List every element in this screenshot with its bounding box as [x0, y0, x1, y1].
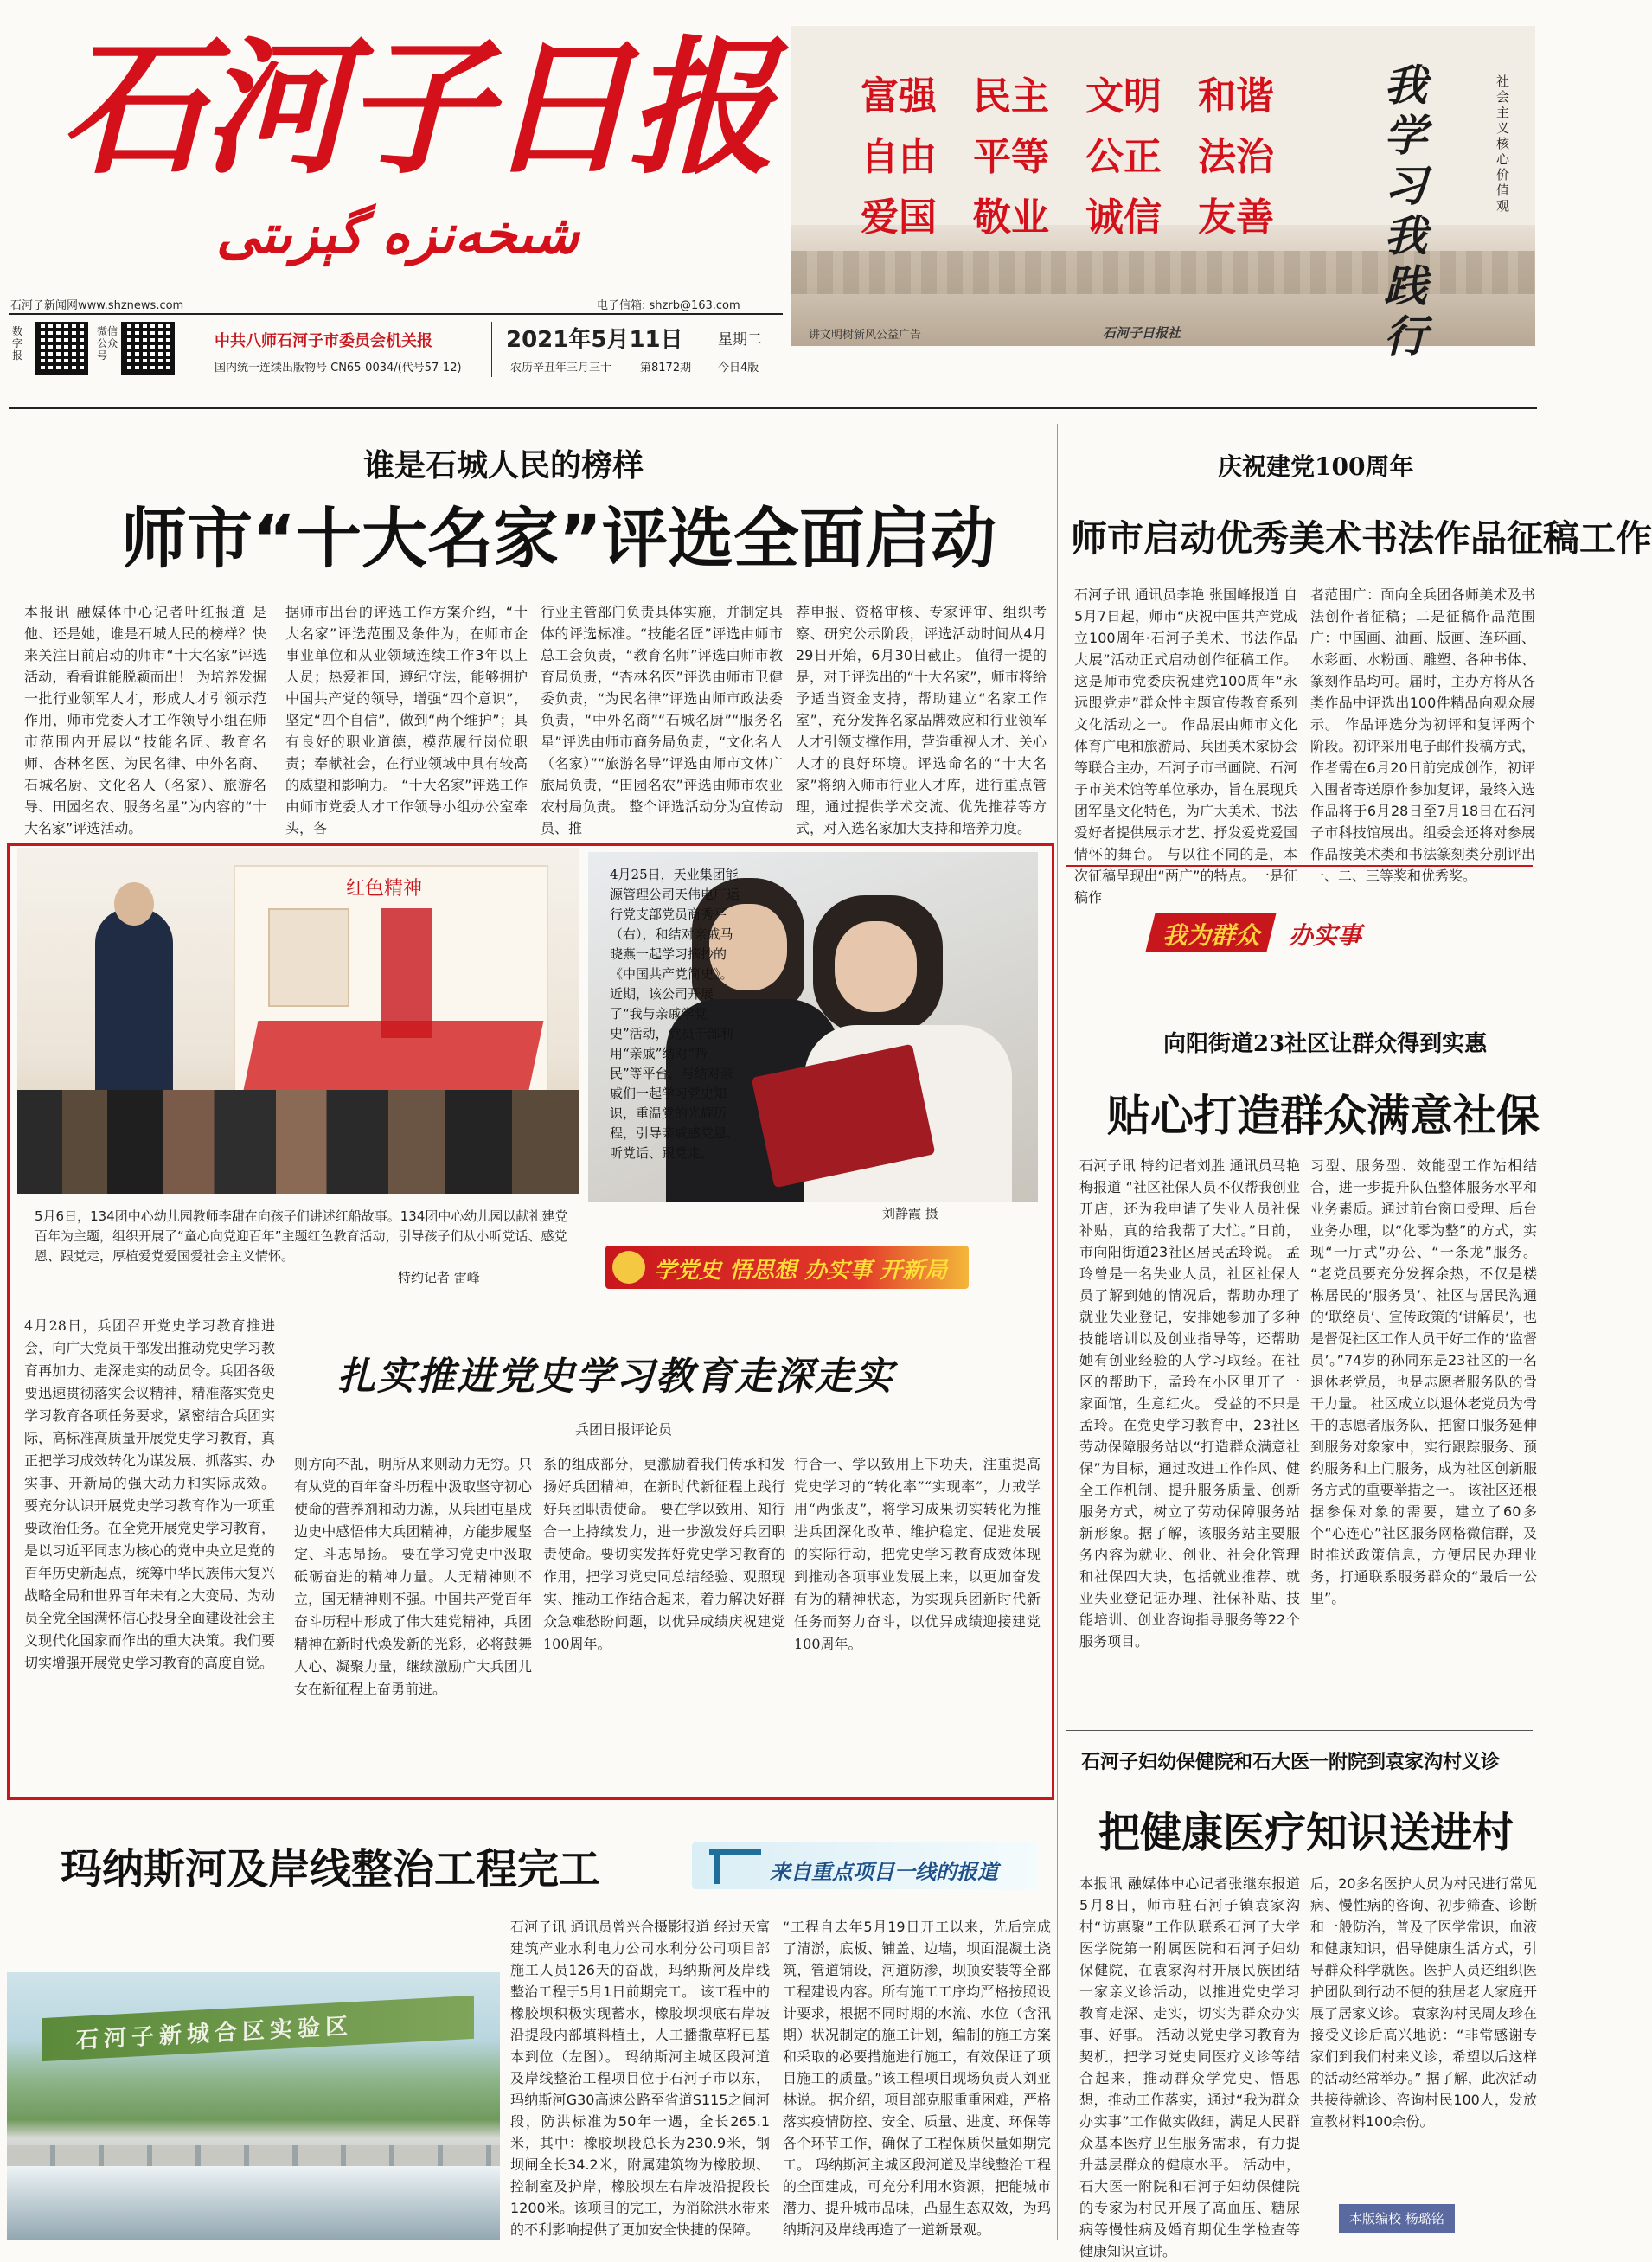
article4-column: 习型、服务型、效能型工作站相结合，进一步提升队伍整体服务水平和业务素质。通过前台窗口受理、后台业务办理，以“化零为整”的方式，实现“一厅式”办公、“一条龙”服务。 “老党员要充分发挥余热，不仅是楼栋居民的‘服务员’、社区与居民沟通的‘联络员’、宣传政策的‘讲解员’，也是督促社区工作人员干好工作的‘监督员’。”74岁的孙同东是23社区的一名退休老党员，也是志愿者服务队的骨干力量。 社区成立以退休老党员为骨干的志愿者服务队，把窗口服务延伸到服务对象家中，实行跟踪服务、预约服务和上门服务，成为社区创新服务方式的重要举措之一。 该社区还根据参保对象的需要，建立了60多个“心连心”社区服务网格微信群，及时推送政策信息，方便居民办理业务，打通联系服务群众的“最后一公里”。	[1310, 1157, 1537, 1606]
core-value-word: 和谐	[1198, 74, 1274, 119]
dam-sign: 石河子新城合区实验区	[76, 2013, 354, 2054]
core-value-word: 平等	[973, 135, 1049, 179]
key-project-tag	[692, 1842, 1038, 1889]
article4-kicker: 向阳街道23社区让群众得到实惠	[1163, 1031, 1488, 1057]
article5-kicker: 石河子妇幼保健院和石大医一附院到袁家沟村义诊	[1081, 1751, 1501, 1773]
core-value-word: 民主	[973, 74, 1049, 119]
issn-label: 国内统一连续出版物号 CN65-0034/(代号57-12)	[215, 362, 462, 375]
article6-headline[interactable]: 玛纳斯河及岸线整治工程完工	[61, 1845, 601, 1894]
masthead-uyghur: شىخەنزە گېزىتى	[216, 202, 579, 266]
core-values-side-label: 社会主义核心价值观	[1496, 74, 1510, 214]
article2-column: 石河子讯 通讯员李艳 张国峰报道 自5月7日起，师市“庆祝中国共产党成立100周年·石河子美术、书法作品大展”活动正式启动创作征稿工作。这是师市党委庆祝建党100周年“永远跟党走”群众性主题宣传教育系列文化活动之一。 作品展由师市文化体育广电和旅游局、兵团美术家协会等联合主办，石河子市书画院、石河子市美术馆等单位承办，旨在展现兵团军垦文化特色，为广大美术、书法爱好者提供展示才艺、抒发爱党爱国情怀的舞台。 与以往不同的是，本次征稿呈现出“两广”的特点。一是征稿作	[1074, 586, 1297, 906]
serve-people-tag-left: 我为群众	[1162, 921, 1260, 950]
calligraphy-slogan: 我学习我践行	[1384, 60, 1427, 362]
core-value-word: 法治	[1198, 135, 1274, 179]
qr-label-digital: 数字报	[12, 325, 23, 362]
article1-headline[interactable]: 师市“十大名家”评选全面启动	[121, 500, 996, 577]
article2-headline[interactable]: 师市启动优秀美术书法作品征稿工作	[1071, 517, 1652, 560]
newspaper-name: 石河子日报	[61, 22, 771, 195]
reading-caption: 4月25日，天业集团能源管理公司天伟电厂运行党支部党员商秀平（右），和结对亲戚马晓燕一起学习摘抄的《中国共产党简史》。近期，该公司开展了“我与亲戚学党史”活动，党员干部利用“亲戚”结对“帮民”等平台，与结对亲戚们一起学习党史知识，重温党的光辉历程，引导亲戚感党恩、听党话、跟党走。	[610, 867, 740, 1161]
party-emblem-icon	[612, 1251, 645, 1284]
serve-people-tag	[1150, 910, 1367, 955]
page-editor: 本版编校 杨璐铭	[1339, 2204, 1455, 2233]
banner-text: 学党史 悟思想 办实事 开新局	[654, 1258, 948, 1284]
core-value-word: 爱国	[861, 195, 937, 240]
website-label: 石河子新闻网www.shznews.com	[10, 299, 184, 312]
qr-label-wechat: 微信公众号	[97, 325, 118, 362]
core-value-word: 敬业	[973, 195, 1049, 240]
key-project-tag-text: 来自重点项目一线的报道	[770, 1859, 998, 1884]
serve-people-tag-right: 办实事	[1289, 921, 1362, 950]
article1-column: 荐申报、资格审核、专家评审、组织考察、研究公示阶段，评选活动时间从4月29日开始，6月30日截止。 值得一提的是，对于评选出的“十大名家”，师市将给予适当资金支持，帮助建立“名家工作室”，充分发挥名家品牌效应和行业领军人才引领支撑作用，营造重视人才、关心人才的良好环境。评选命名的“十大名家”将纳入师市行业人才库，进行重点管理，通过提供学术交流、优先推荐等方式，对入选名家加大支持和培养力度。	[796, 604, 1047, 836]
qr-code-wechat[interactable]	[121, 322, 175, 375]
core-values-ad	[791, 26, 1535, 362]
core-value-word: 诚信	[1085, 195, 1162, 240]
river-dam-photo[interactable]	[7, 1972, 500, 2240]
article2-kicker: 庆祝建党100周年	[1218, 452, 1414, 481]
ad-footer-right: 石河子日报社	[1103, 325, 1181, 341]
article6-column: “工程自去年5月19日开工以来，先后完成了清淤，底板、铺盖、边墙，坝面混凝土浇筑，管道铺设，河道防渗，坝顶安装等全部工程建设内容。所有施工工序均严格按照设计要求，根据不同时期的水流、水位（含汛期）状况制定的施工计划，编制的施工方案和采取的必要措施进行施工，有效保证了项目施工的质量。”该工程项目现场负责人刘亚林说。 据介绍，项目部克服重重困难，严格落实疫情防控、安全、质量、进度、环保等各个环节工作，确保了工程保质保量如期完工。 玛纳斯河主城区段河道及岸线整治工程的全面建成，可充分利用水资源，把能城市潜力、提升城市品味，凸显生态双效，为玛纳斯河及岸线再造了一道新景观。	[783, 1919, 1051, 2238]
ad-footer-left: 讲文明树新风公益广告	[809, 329, 922, 342]
issue-number: 第8172期	[640, 362, 692, 375]
classroom-sign: 红色精神	[346, 878, 423, 900]
issue-date: 2021年5月11日	[506, 327, 683, 353]
page-count: 今日4版	[718, 362, 759, 375]
article3-column: 4月28日，兵团召开党史学习教育推进会，向广大党员干部发出推动党史学习教育再加力、走深走实的动员令。兵团各级要迅速贯彻落实会议精神，精准落实党史学习教育各项任务要求，紧密结合兵团实际，高标准高质量开展党史学习教育，真正把学习成效转化为谋发展、抓落实、办实事、开新局的强大动力和实际成效。 要充分认识开展党史学习教育作为一项重要政治任务。在全党开展党史学习教育，是以习近平同志为核心的党中央立足党的百年历史新起点，统筹中华民族伟大复兴战略全局和世界百年未有之大变局、为动员全党全国满怀信心投身全面建设社会主义现代化国家而作出的重大决策。我们要切实增强开展党史学习教育的高度自觉。	[24, 1317, 275, 1671]
core-value-word: 友善	[1198, 195, 1274, 240]
masthead-rule	[9, 313, 783, 315]
article3-column: 系的组成部分，更激励着我们传承和发扬好兵团精神，在新时代新征程上践行好兵团职责使命。 要在学以致用、知行合一上持续发力，进一步激发好兵团职责使命。要切实发挥好党史学习教育的作用，把学习党史同总结经验、观照现实、推动工作结合起来，着力解决好群众急难愁盼问题，以优异成绩庆祝建党100周年。	[543, 1456, 785, 1652]
kindergarten-photo[interactable]	[17, 848, 579, 1194]
kindergarten-credit: 特约记者 雷峰	[398, 1270, 480, 1285]
article1-column: 行业主管部门负责具体实施，并制定具体的评选标准。“技能名匠”评选由师市总工会负责，“教育名师”评选由师市教育局负责，“杏林名医”评选由师市卫健委负责，“为民名律”评选由师市政法委负责，“中外名商”“石城名厨”“服务名星”评选由师市商务局负责，“文化名人（名家）”“旅游名导”评选由师市文体广旅局负责，“田园名农”评选由师市农业农村局负责。 整个评选活动分为宣传动员、推	[541, 604, 783, 836]
article6-column: 石河子讯 通讯员曾兴合摄影报道 经过天富建筑产业水利电力公司水利分公司项目部施工人员126天的奋战，玛纳斯河及岸线整治工程于5月1日前期完工。 该工程中的橡胶坝积极实现蓄水，橡胶坝坝底右岸坡沿提段内部填料植土，人工播撒草籽已基本到位（左图）。 玛纳斯河主城区段河道及岸线整治工程项目位于石河子市以东，玛纳斯河G30高速公路至省道S115之间河段，防洪标准为50年一遇，全长265.1米，其中：橡胶坝段总长为230.9米，钢坝闸全长34.2米，附属建筑物为橡胶坝、控制室及护岸，橡胶坝左右岸坡沿提段长1200米。该项目的完工，为消除洪水带来的不利影响提供了更加安全快捷的保障。	[510, 1919, 770, 2238]
article4-column: 石河子讯 特约记者刘胜 通讯员马艳梅报道 “社区社保人员不仅帮我创业开店，还为我申请了失业人员社保补贴，真的给我帮了大忙。”日前，市向阳街道23社区居民孟玲说。 孟玲曾是一名失业人员，社区社保人员了解到她的情况后，帮助办理了就业失业登记，安排她参加了多种技能培训以及创业指导等，还帮助她有创业经验的人学习取经。在社区的帮助下，孟玲在小区里开了一家面馆，生意红火。 受益的不只是孟玲。在党史学习教育中，23社区劳动保障服务站以“打造群众满意社保”为目标，通过改进工作作风、健全工作机制、提升服务质量、创新服务方式，树立了劳动保障服务站新形象。据了解，该服务站主要服务内容为就业、创业、社会化管理和社保四大块，包括就业推荐、就业失业登记证办理、社保补贴、技能培训、创业咨询指导服务等22个服务项目。	[1079, 1157, 1300, 1650]
sponsor-label: 中共八师石河子市委员会机关报	[215, 332, 432, 350]
core-value-word: 自由	[861, 135, 937, 179]
core-value-word: 公正	[1085, 135, 1162, 179]
qr-code-digital[interactable]	[35, 322, 88, 375]
party-history-banner	[605, 1246, 969, 1289]
top-section-rule	[9, 407, 1537, 409]
article4-headline[interactable]: 贴心打造群众满意社保	[1107, 1091, 1540, 1141]
lunar-date: 农历辛丑年三月三十	[510, 362, 612, 375]
issue-weekday: 星期二	[718, 331, 762, 349]
email-label: 电子信箱: shzrb@163.com	[597, 299, 740, 312]
core-value-word: 富强	[861, 74, 937, 119]
article5-column: 后，20多名医护人员为村民进行常见病、慢性病的咨询、初步筛查、诊断和一般防治，普及了医学常识，血液和健康知识，倡导健康生活方式，引导群众科学就医。医护人员还组织医护团队到行动不便的独居老人家庭开展了居家义诊。 袁家沟村民周友珍在接受义诊后高兴地说：“非常感谢专家们到我们村来义诊，希望以后这样的活动经常举办。” 据了解，此次活动共接待就诊、咨询村民100人，发放宣教材料100余份。	[1310, 1875, 1537, 2130]
article1-column: 本报讯 融媒体中心记者叶红报道 是他、还是她，谁是石城人民的榜样？快来关注日前启动的师市“十大名家”评选活动，看看谁能脱颖而出！ 为培养发掘一批行业领军人才，形成人才引领示范作用，师市党委人才工作领导小组在师市范围内开展以“技能名匠、教育名师、杏林名医、为民名律、中外名商、石城名厨、文化名人（名家）、旅游名导、田园名农、服务名星”为内容的“十大名家”评选活动。	[24, 604, 266, 836]
article5-headline[interactable]: 把健康医疗知识送进村	[1098, 1809, 1514, 1857]
core-value-word: 文明	[1085, 74, 1162, 119]
article1-column: 据师市出台的评选工作方案介绍，“十大名家”评选范围及条件为，在师市企事业单位和从业领域连续工作3年以上人员；热爱祖国，遵纪守法，能够拥护中国共产党的领导，增强“四个意识”，坚定“四个自信”，做到“两个维护”；具有良好的职业道德，模范履行岗位职责；奉献社会，在行业领域中具有较高的威望和影响力。 “十大名家”评选工作由师市党委人才工作领导小组办公室牵头，各	[285, 604, 528, 836]
article3-column: 行合一、学以致用上下功夫，注重提高党史学习的“转化率”“实现率”，力戒学用“两张皮”，将学习成果切实转化为推进兵团深化改革、维护稳定、促进发展的实际行动，把党史学习教育成效体现到推动各项事业发展上来，以更加奋发有为的精神状态，为实现兵团新时代新任务而努力奋斗，以优异成绩迎接建党100周年。	[794, 1456, 1041, 1652]
article3-byline: 兵团日报评论员	[575, 1421, 673, 1438]
article1-kicker: 谁是石城人民的榜样	[363, 447, 644, 484]
kindergarten-caption: 5月6日，134团中心幼儿园教师李甜在向孩子们讲述红船故事。134团中心幼儿园以献礼建党百年为主题，组织开展了“童心向党迎百年”主题红色教育活动，引导孩子们从小听党话、感党恩、跟党走，厚植爱党爱国爱社会主义情怀。	[35, 1208, 568, 1264]
article5-column: 本报讯 融媒体中心记者张继东报道 5月8日，师市驻石河子镇袁家沟村“访惠聚”工作队联系石河子大学医学院第一附属医院和石河子妇幼保健院，在袁家沟村开展民族团结一家亲义诊活动，以推进党史学习教育走深、走实，切实为群众办实事、好事。 活动以党史学习教育为契机，把学习党史同医疗义诊等结合起来，推动群众学党史、悟思想，推动工作落实，通过“我为群众办实事”工作做实做细，满足人民群众基本医疗卫生服务需求，有力提升基层群众的健康水平。 活动中，石大医一附院和石河子妇幼保健院的专家为村民开展了高血压、糖尿病等慢性病及婚育期优生学检查等健康知识宣讲。	[1079, 1875, 1300, 2259]
article3-column: 则方向不乱，明所从来则动力无穷。只有从党的百年奋斗历程中汲取坚守初心使命的营养剂和动力源，从兵团屯垦戍边史中感悟伟大兵团精神，方能步履坚定、斗志昂扬。 要在学习党史中汲取砥砺奋进的精神力量。人无精神则不立，国无精神则不强。中国共产党百年奋斗历程中形成了伟大建党精神，兵团精神在新时代焕发新的光彩，必将鼓舞人心、凝聚力量，继续激励广大兵团儿女在新征程上奋勇前进。	[294, 1456, 532, 1697]
reading-credit: 刘静霞 摄	[882, 1206, 938, 1221]
article2-column: 者范围广：面向全兵团各师美术及书法创作者征稿；二是征稿作品范围广：中国画、油画、版画、连环画、水彩画、水粉画、雕塑、各种书体、篆刻作品均可。届时，主办方将从各类作品中评选出100件精品向观众展示。 作品评选分为初评和复评两个阶段。初评采用电子邮件投稿方式，作者需在6月20日前完成创作，初评入围者寄送原作参加复评，最终入选作品将于6月28日至7月18日在石河子市科技馆展出。组委会还将对参展作品按美术类和书法篆刻类分别评出一、二、三等奖和优秀奖。	[1310, 586, 1535, 884]
article3-headline[interactable]: 扎实推进党史学习教育走深走实	[337, 1355, 894, 1399]
masthead-title	[61, 22, 771, 195]
